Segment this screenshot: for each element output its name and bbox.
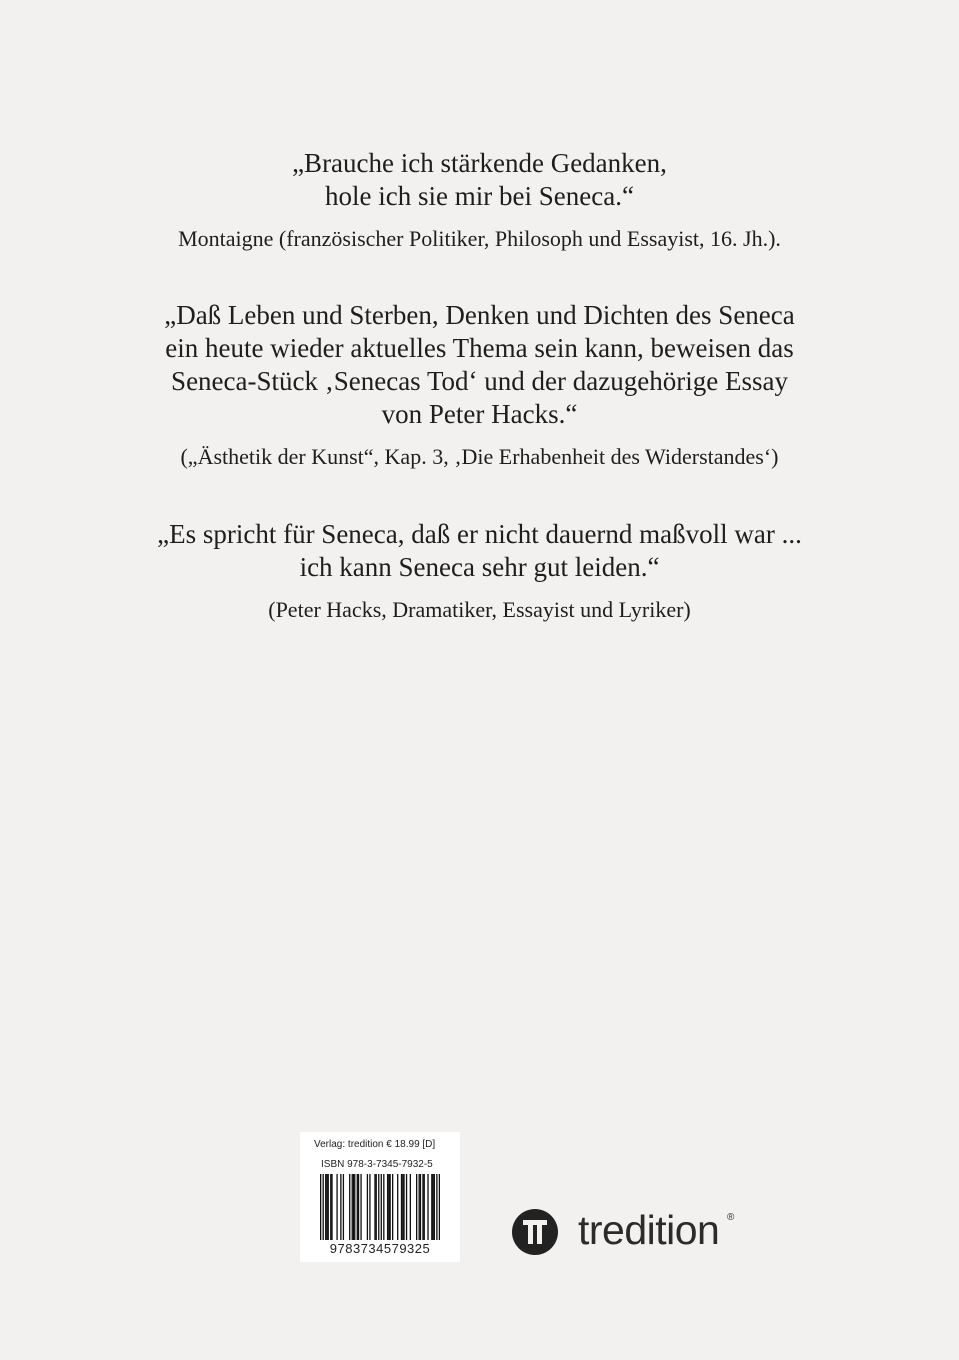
- barcode-bar: [378, 1174, 379, 1240]
- barcode-bar: [427, 1174, 428, 1240]
- barcode-bar: [343, 1174, 344, 1240]
- barcode-bar: [330, 1174, 331, 1240]
- quote-2-line-2: ein heute wieder aktuelles Thema sein kann, beweisen das: [165, 333, 794, 363]
- barcode-bar: [326, 1174, 327, 1240]
- barcode-bar: [376, 1174, 377, 1240]
- barcode-bar: [381, 1174, 382, 1240]
- barcode-bar: [369, 1174, 370, 1240]
- barcode-bar: [358, 1174, 359, 1240]
- quote-3-attribution: (Peter Hacks, Dramatiker, Essayist und Lyriker): [268, 597, 691, 622]
- quote-3: [0, 518, 959, 584]
- barcode-bar: [419, 1174, 420, 1240]
- quote-3-line-1: „Es spricht für Seneca, daß er nicht dauernd maßvoll war ...: [157, 519, 802, 549]
- barcode-bar: [349, 1174, 350, 1240]
- barcode-bar: [431, 1174, 432, 1240]
- barcode-bar: [406, 1174, 407, 1240]
- barcode-bar: [410, 1174, 411, 1240]
- barcode-bar: [422, 1174, 423, 1240]
- registered-mark: ®: [727, 1212, 735, 1223]
- isbn-label: ISBN 978-3-7345-7932-5: [321, 1159, 433, 1170]
- barcode-bar: [389, 1174, 390, 1240]
- barcode-bar: [340, 1174, 341, 1240]
- barcode-bar: [424, 1174, 425, 1240]
- tredition-logo-icon: [512, 1209, 558, 1255]
- quote-1-line-2: hole ich sie mir bei Seneca.“: [325, 181, 634, 211]
- barcode-bar: [387, 1174, 388, 1240]
- barcode-bar: [383, 1174, 384, 1240]
- barcode-bar: [352, 1174, 353, 1240]
- barcode-bar: [323, 1174, 324, 1240]
- barcode-bar: [436, 1174, 437, 1240]
- barcode-bar: [401, 1174, 402, 1240]
- quote-2-line-4: von Peter Hacks.“: [381, 399, 578, 429]
- barcode-bar: [328, 1174, 329, 1240]
- barcode-bar: [439, 1174, 440, 1240]
- barcode-number: 9783734579325: [329, 1241, 431, 1256]
- barcode-bar: [357, 1174, 358, 1240]
- barcode-bar: [360, 1174, 361, 1240]
- quote-2-attribution: („Ästhetik der Kunst“, Kap. 3, ‚Die Erhabenheit des Widerstandes‘): [180, 444, 779, 469]
- quote-1: [0, 147, 959, 213]
- barcode-bar: [331, 1174, 332, 1240]
- quote-3-line-2: ich kann Seneca sehr gut leiden.“: [299, 552, 660, 582]
- barcode-bar: [354, 1174, 355, 1240]
- barcode-bar: [397, 1174, 398, 1240]
- barcode-bar: [403, 1174, 404, 1240]
- quote-1-line-1: „Brauche ich stärkende Gedanken,: [292, 148, 667, 178]
- barcode-bar: [320, 1174, 321, 1240]
- quote-2-line-1: „Daß Leben und Sterben, Denken und Dichten des Seneca: [164, 300, 795, 330]
- quote-1-attribution: Montaigne (französischer Politiker, Philosoph und Essayist, 16. Jh.).: [178, 226, 781, 251]
- barcode-bar: [434, 1174, 435, 1240]
- barcode-bar: [392, 1174, 393, 1240]
- barcode-bar: [367, 1174, 368, 1240]
- barcode-bars: [320, 1174, 440, 1240]
- quote-2-line-3: Seneca-Stück ‚Senecas Tod‘ und der dazugehörige Essay: [171, 366, 788, 396]
- barcode-bar: [388, 1174, 389, 1240]
- barcode-bar: [432, 1174, 433, 1240]
- barcode-bar: [420, 1174, 421, 1240]
- publisher-price: Verlag: tredition € 18.99 [D]: [314, 1139, 436, 1150]
- quote-2: [0, 299, 959, 431]
- logo-wordmark: tredition: [578, 1207, 720, 1253]
- barcode-bar: [374, 1174, 375, 1240]
- barcode-bar: [353, 1174, 354, 1240]
- barcode-box: [300, 1132, 460, 1262]
- barcode-bar: [416, 1174, 417, 1240]
- barcode-bar: [336, 1174, 337, 1240]
- barcode-bar: [325, 1174, 326, 1240]
- barcode-bar: [402, 1174, 403, 1240]
